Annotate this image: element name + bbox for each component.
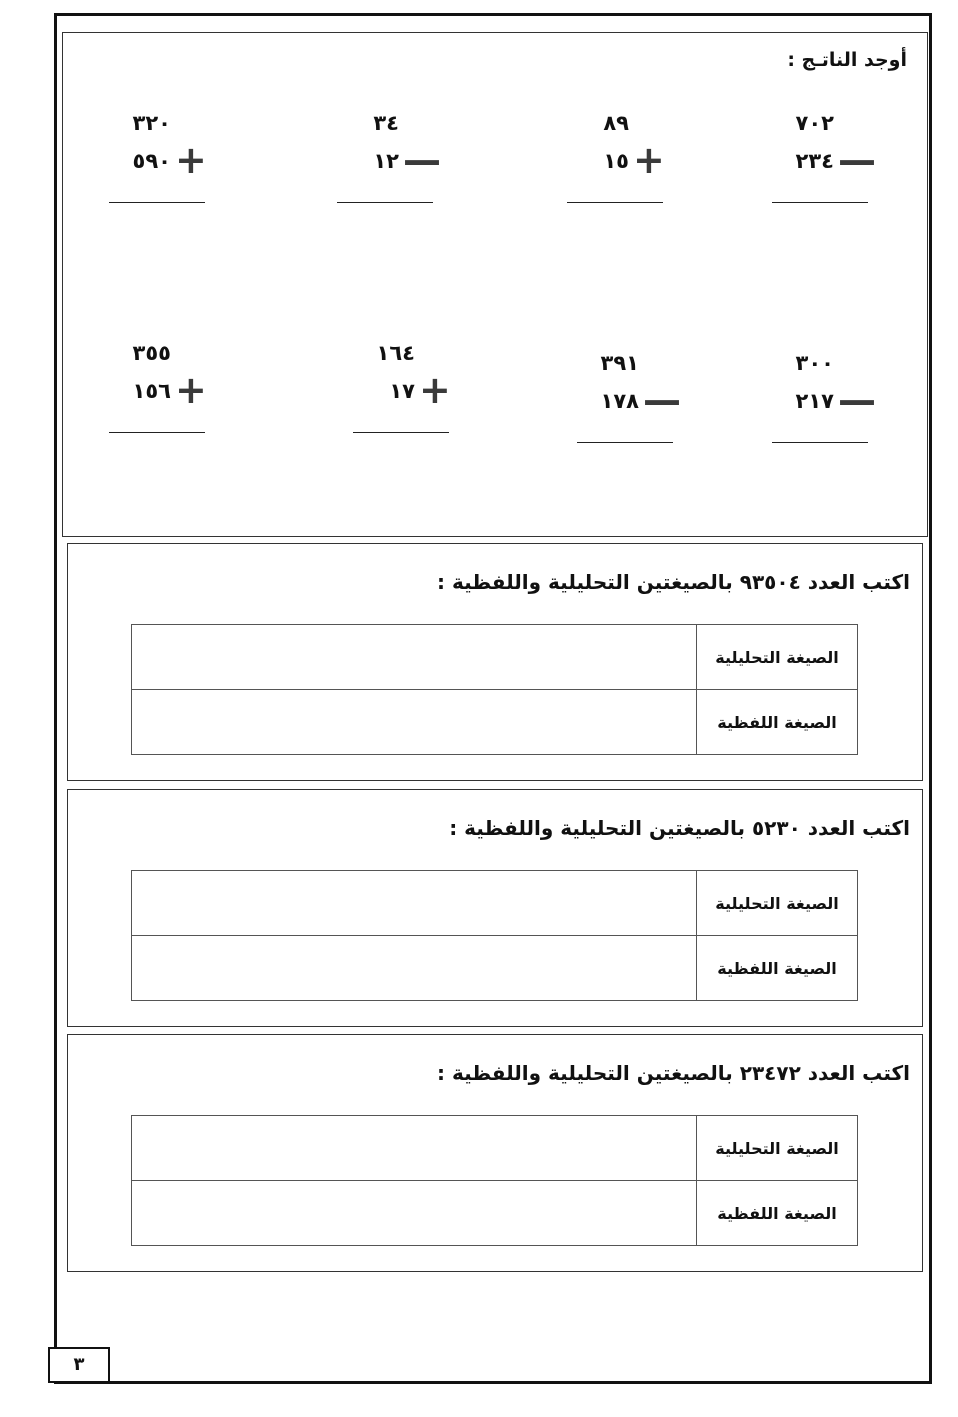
answer-line[interactable] — [772, 202, 868, 203]
problem-bottom-number: ٥٩٠ — [132, 149, 171, 173]
analytic-form-label: الصيغة التحليلية — [697, 625, 858, 690]
verbal-form-label: الصيغة اللفظية — [697, 1181, 858, 1246]
analytic-form-label: الصيغة التحليلية — [697, 871, 858, 936]
answer-line[interactable] — [109, 432, 205, 433]
analytic-form-answer-cell[interactable] — [132, 1116, 697, 1181]
analytic-form-answer-cell[interactable] — [132, 871, 697, 936]
table-row — [132, 690, 858, 755]
question-title: اكتب العدد ٩٣٥٠٤ بالصيغتين التحليلية واللفظية : — [437, 570, 910, 594]
problem-top-number: ٨٩ — [603, 111, 629, 135]
question-title: اكتب العدد ٥٢٣٠ بالصيغتين التحليلية واللفظية : — [449, 816, 910, 840]
problem-bottom-number: ٢٣٤ — [795, 149, 834, 173]
problem-top-number: ٣٥٥ — [132, 341, 171, 365]
plus-icon: + — [633, 138, 665, 182]
verbal-form-answer-cell[interactable] — [132, 1181, 697, 1246]
table-row — [132, 625, 858, 690]
verbal-form-answer-cell[interactable] — [132, 690, 697, 755]
plus-icon: + — [175, 368, 207, 412]
table-row — [132, 871, 858, 936]
answer-line[interactable] — [337, 202, 433, 203]
problem-bottom-number: ٢١٧ — [795, 389, 834, 413]
table-row — [132, 1181, 858, 1246]
problem-bottom-number: ١٧٨ — [600, 389, 639, 413]
verbal-form-answer-cell[interactable] — [132, 936, 697, 1001]
table-row — [132, 936, 858, 1001]
plus-icon: + — [419, 368, 451, 412]
minus-icon: — — [838, 138, 876, 182]
answer-line[interactable] — [109, 202, 205, 203]
answer-line[interactable] — [772, 442, 868, 443]
page-number: ٣ — [48, 1347, 110, 1383]
verbal-form-label: الصيغة اللفظية — [697, 690, 858, 755]
problem-top-number: ٣٠٠ — [795, 351, 834, 375]
problem-bottom-number: ١٥ — [603, 149, 629, 173]
analytic-form-label: الصيغة التحليلية — [697, 1116, 858, 1181]
problem-bottom-number: ١٧ — [389, 379, 415, 403]
problem-top-number: ١٦٤ — [376, 341, 415, 365]
problem-bottom-number: ١٢ — [373, 149, 399, 173]
analytic-form-answer-cell[interactable] — [132, 625, 697, 690]
minus-icon: — — [403, 138, 441, 182]
forms-table — [131, 1115, 858, 1246]
answer-line[interactable] — [577, 442, 673, 443]
minus-icon: — — [643, 378, 681, 422]
problem-top-number: ٣٩١ — [600, 351, 639, 375]
section-title: أوجد الناتـج : — [787, 49, 907, 71]
plus-icon: + — [175, 138, 207, 182]
minus-icon: — — [838, 378, 876, 422]
table-row — [132, 1116, 858, 1181]
answer-line[interactable] — [353, 432, 449, 433]
write-number-question-1 — [67, 543, 923, 781]
write-number-question-2 — [67, 789, 923, 1027]
problem-bottom-number: ١٥٦ — [132, 379, 171, 403]
problem-top-number: ٣٤ — [373, 111, 399, 135]
verbal-form-label: الصيغة اللفظية — [697, 936, 858, 1001]
write-number-question-3 — [67, 1034, 923, 1272]
forms-table — [131, 624, 858, 755]
answer-line[interactable] — [567, 202, 663, 203]
forms-table — [131, 870, 858, 1001]
find-result-section — [62, 32, 928, 537]
problem-top-number: ٧٠٢ — [795, 111, 834, 135]
problem-top-number: ٣٢٠ — [132, 111, 171, 135]
question-title: اكتب العدد ٢٣٤٧٢ بالصيغتين التحليلية واللفظية : — [437, 1061, 910, 1085]
